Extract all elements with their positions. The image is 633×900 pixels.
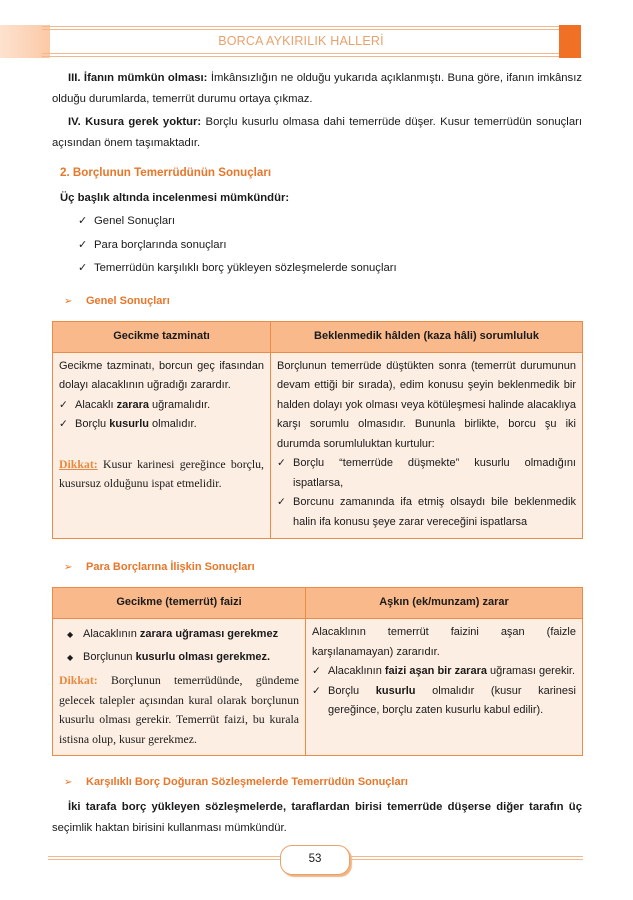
bullet-item: ◆ Borçlunun kusurlu olması gerekmez.	[67, 648, 299, 668]
note-text: Borçlunun temerrüdünde, gündeme gelecek talepler açısından kural olarak borçlunun kusurlu olması gerekir. Temerrüt faizi, bu kurala istisna olup, kusur gerekmez.	[59, 673, 299, 746]
intro-label: IV. Kusura gerek yoktur:	[68, 116, 202, 128]
check-item: ✓ Alacaklının faizi aşan bir zarara uğraması gerekir.	[312, 662, 576, 682]
subsection-title-text: Genel Sonuçları	[86, 294, 170, 307]
intro-paragraph-4	[52, 112, 582, 154]
check-item: ✓ Borçlu kusurlu olmalıdır (kusur karinesi gereğince, borçlu zaten kusurlu kabul edilir).	[312, 682, 576, 721]
intro-paragraph-3	[52, 68, 582, 110]
subsection-title-karsilikli	[64, 772, 582, 793]
genel-sonuclar-table	[52, 321, 583, 540]
check-icon: ✓	[277, 457, 286, 469]
arrow-icon: ➢	[64, 777, 73, 788]
check-item: ✓ Borçlu kusurlu olmalıdır.	[59, 415, 264, 435]
page-number: 53	[280, 845, 350, 875]
intro-label: III. İfanın mümkün olması:	[68, 72, 208, 84]
check-item: ✓ Alacaklı zarara uğramalıdır.	[59, 396, 264, 416]
table-header: Aşkın (ek/munzam) zarar	[306, 588, 583, 619]
check-icon: ✓	[312, 665, 321, 677]
subsection-title-text: Para Borçlarına İlişkin Sonuçları	[86, 561, 255, 573]
arrow-icon: ➢	[64, 295, 73, 307]
paragraph-text: seçimlik haktan birisini kullanması mümkündür.	[52, 822, 287, 834]
check-icon: ✓	[312, 684, 321, 697]
cell-description: Borçlunun temerrüde düştükten sonra (temerrüt durumunun devam ettiği bir sırada), edim konusu şeyin beklenmedik bir halden dolayı yok olması veya kötüleşmesi halinde alacaklıya karşı sorumlu olmasıdır. Bununla birlikte, borcu şu iki durumda sorumluluktan kurtulur:	[277, 359, 576, 450]
check-icon: ✓	[59, 398, 68, 411]
cell-description: Gecikme tazminatı, borcun geç ifasından dolayı alacaklının uğradığı zarardır.	[59, 359, 264, 391]
section-title: 2. Borçlunun Temerrüdünün Sonuçları	[60, 166, 272, 179]
arrow-icon: ➢	[64, 562, 73, 573]
note-dikkat	[59, 455, 264, 494]
list-item-text: Para borçlarında sonuçları	[94, 238, 227, 251]
list-item	[78, 234, 582, 258]
subsection-title-genel	[64, 291, 582, 312]
table-cell	[306, 619, 583, 756]
diamond-bullet-icon: ◆	[67, 630, 74, 639]
note-text: Kusur karinesi gereğince borçlu, kusursuz olduğunu ispat etmelidir.	[59, 456, 264, 490]
cell-description: Alacaklının temerrüt faizini aşan (faizle karşılanamayan) zararıdır.	[312, 626, 576, 658]
header-right-accent	[559, 25, 581, 58]
section-lead: Üç başlık altında incelenmesi mümkündür:	[60, 192, 290, 204]
check-item	[277, 493, 576, 532]
list-item	[78, 210, 582, 234]
bullet-item: ◆ Alacaklının zarara uğraması gerekmez	[67, 625, 299, 645]
diamond-bullet-icon: ◆	[67, 652, 74, 662]
check-icon: ✓	[277, 496, 286, 508]
table-cell	[271, 352, 583, 539]
check-item-text: Borçlu “temerrüde düşmekte” kusurlu olmadığını ispatlarsa,	[293, 457, 576, 489]
list-item-text: Genel Sonuçları	[94, 215, 176, 227]
page-content	[52, 68, 582, 841]
table-header: Gecikme (temerrüt) faizi	[53, 588, 306, 619]
check-icon: ✓	[78, 262, 88, 274]
para-borclari-table	[52, 587, 583, 756]
table-cell	[53, 352, 271, 539]
paragraph-bold: İki tarafa borç yükleyen sözleşmelerde, taraflardan birisi temerrüde düşerse diğer tarafın üç	[68, 801, 582, 813]
table-cell	[53, 619, 306, 756]
note-label: Dikkat:	[59, 456, 98, 471]
list-item-text: Temerrüdün karşılıklı borç yükleyen sözleşmelerde sonuçları	[94, 262, 397, 274]
check-item-text: Borcunu zamanında ifa etmiş olsaydı bile beklenmedik halin ifa konusu şeye zarar vereceğini ispatlarsa	[293, 496, 576, 528]
check-icon: ✓	[59, 418, 68, 430]
karsilikli-paragraph	[52, 797, 582, 839]
intro-text: Borçlu kusurlu olmasa dahi temerrüde düşer. Kusur temerrüdün sonuçları açısından önem taşımaktadır.	[52, 116, 583, 149]
subsection-title-para	[64, 557, 582, 578]
intro-text: İmkânsızlığın ne olduğu yukarıda açıklanmıştı. Buna göre, ifanın imkânsız olduğu durumlarda, temerrüt durumu ortaya çıkmaz.	[52, 72, 582, 105]
table-header: Gecikme tazminatı	[53, 321, 271, 352]
list-item	[78, 257, 582, 281]
header-band	[42, 25, 560, 58]
check-icon: ✓	[78, 238, 88, 251]
subsection-title-text: Karşılıklı Borç Doğuran Sözleşmelerde Temerrüdün Sonuçları	[86, 776, 408, 788]
section-checklist	[78, 210, 582, 281]
check-item	[277, 454, 576, 493]
note-dikkat	[59, 671, 299, 749]
chapter-title: BORCA AYKIRILIK HALLERİ	[218, 34, 384, 48]
note-label: Dikkat:	[59, 673, 98, 687]
table-header: Beklenmedik hâlden (kaza hâli) sorumluluk	[271, 321, 583, 352]
check-icon: ✓	[78, 215, 88, 227]
